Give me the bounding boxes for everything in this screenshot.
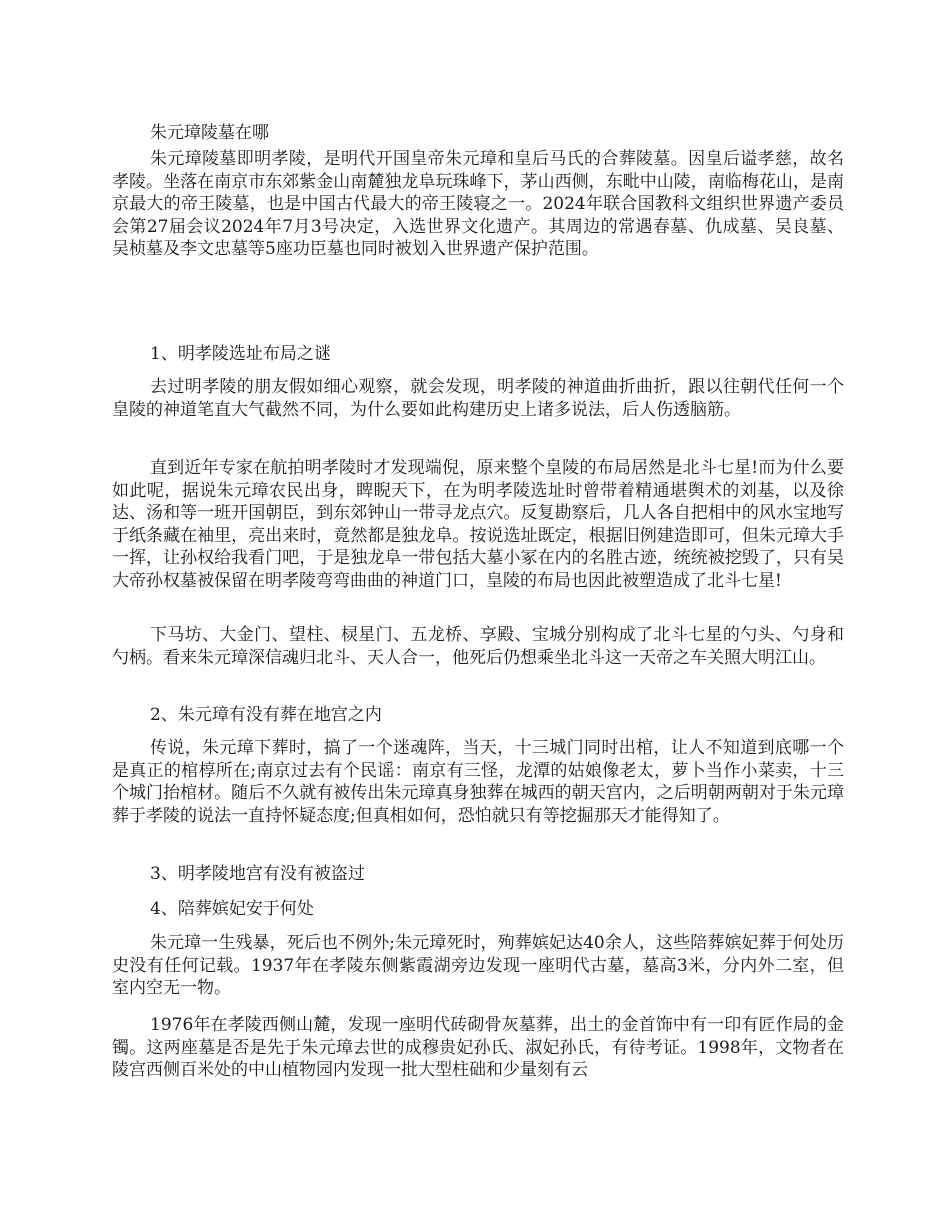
section-4-paragraph-2: 1976年在孝陵西侧山麓，发现一座明代砖砌骨灰墓葬，出土的金首饰中有一印有匠作局的金镯。这两座墓是否是先于朱元璋去世的成穆贵妃孙氏、淑妃孙氏，有待考证。1998年，文物者在陵宫西侧百米处的中山植物园内发现一批大型柱础和少量刻有云	[112, 1015, 844, 1081]
section-2-paragraph-1: 传说，朱元璋下葬时，搞了一个迷魂阵，当天，十三城门同时出棺，让人不知道到底哪一个是真正的棺椁所在;南京过去有个民谣：南京有三怪，龙潭的姑娘像老太，萝卜当作小菜卖，十三个城门抬棺材。随后不久就有被传出朱元璋真身独葬在城西的朝天宫内，之后明朝两朝对于朱元璋葬于孝陵的说法一直持怀疑态度;但真相如何，恐怕就只有等挖掘那天才能得知了。	[112, 738, 844, 826]
intro-paragraph: 朱元璋陵墓即明孝陵，是明代开国皇帝朱元璋和皇后马氏的合葬陵墓。因皇后谥孝慈，故名孝陵。坐落在南京市东郊紫金山南麓独龙阜玩珠峰下，茅山西侧，东毗中山陵，南临梅花山，是南京最大的帝王陵墓，也是中国古代最大的帝王陵寝之一。2024年联合国教科文组织世界遗产委员会第27届会议2024年7月3号决定，入选世界文化遗产。其周边的常遇春墓、仇成墓、吴良墓、吴桢墓及李文忠墓等5座功臣墓也同时被划入世界遗产保护范围。	[112, 149, 844, 260]
section-heading-4: 4、陪葬嫔妃安于何处	[150, 899, 314, 919]
document-title: 朱元璋陵墓在哪	[150, 123, 269, 143]
section-1-paragraph-3: 下马坊、大金门、望柱、棂星门、五龙桥、享殿、宝城分别构成了北斗七星的勺头、勺身和勺柄。看来朱元璋深信魂归北斗、天人合一，他死后仍想乘坐北斗这一天帝之车关照大明江山。	[112, 625, 844, 668]
section-heading-2: 2、朱元璋有没有葬在地宫之内	[150, 705, 382, 725]
section-heading-3: 3、明孝陵地宫有没有被盗过	[150, 864, 365, 884]
section-heading-1: 1、明孝陵选址布局之谜	[150, 344, 331, 364]
section-1-paragraph-1: 去过明孝陵的朋友假如细心观察，就会发现，明孝陵的神道曲折曲折，跟以往朝代任何一个皇陵的神道笔直大气截然不同，为什么要如此构建历史上诸多说法，后人伤透脑筋。	[112, 377, 844, 420]
section-4-paragraph-1: 朱元璋一生残暴，死后也不例外;朱元璋死时，殉葬嫔妃达40余人，这些陪葬嫔妃葬于何处历史没有任何记载。1937年在孝陵东侧紫霞湖旁边发现一座明代古墓，墓高3米，分内外二室，但室内空无一物。	[112, 933, 844, 999]
section-1-paragraph-2: 直到近年专家在航拍明孝陵时才发现端倪，原来整个皇陵的布局居然是北斗七星!而为什么要如此呢，据说朱元璋农民出身，睥睨天下，在为明孝陵选址时曾带着精通堪舆术的刘基，以及徐达、汤和等一班开国朝臣，到东郊钟山一带寻龙点穴。反复勘察后，几人各自把相中的风水宝地写于纸条藏在袖里，亮出来时，竟然都是独龙阜。按说选址既定，根据旧例建造即可，但朱元璋大手一挥，让孙权给我看门吧，于是独龙阜一带包括大墓小冢在内的名胜古迹，统统被挖毁了，只有吴大帝孙权墓被保留在明孝陵弯弯曲曲的神道门口，皇陵的布局也因此被塑造成了北斗七星!	[112, 458, 844, 591]
